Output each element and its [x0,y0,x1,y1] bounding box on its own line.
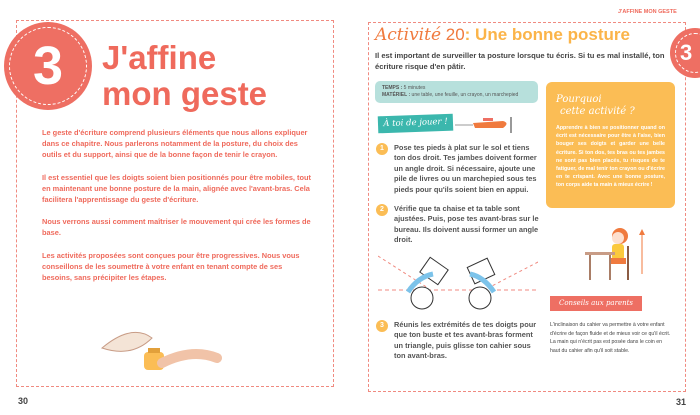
activity-label: Activité [375,25,441,45]
chapter-intro [42,127,312,294]
chapter-title-line1: J'affine [102,39,217,76]
step-text: Vérifie que ta chaise et ta table sont ajustées. Puis, pose tes avant-bras sur le bureau. Ils doivent aussi former un angle droit. [394,204,539,245]
arm-posture-illustration [378,254,538,312]
chapter-title [102,40,267,112]
why-title-line1: Pourquoi [556,94,602,105]
step-text: Réunis les extrémités de tes doigts pour que ton buste et tes avant-bras forment un triangle, puis glisse ton cahier sous ton avant-bras. [394,320,537,361]
step-number: 1 [376,143,388,155]
intro-paragraph: Nous verrons aussi comment maîtriser le mouvement qui crée les formes de base. [42,217,311,238]
why-title-line2: cette activité ? [560,106,635,117]
chapter-tab: 3 [670,28,700,78]
time-value: 5 minutes [403,85,426,91]
intro-paragraph: Les activités proposées sont conçues pour être progressives. Nous vous conseillons de les soumettre à votre enfant en tenant compte de ses besoins, sans précipiter les étapes. [42,250,300,283]
activity-intro: Il est important de surveiller ta posture lorsque tu écris. Si tu es mal installé, ton écriture risque d'en pâtir. [375,51,665,71]
intro-paragraph: Le geste d'écriture comprend plusieurs éléments que nous allons expliquer dans ce chapitre. Nous parlerons notamment de la posture, du choix des outils et du support, ainsi que de la bonne façon de tenir le crayon. [42,128,308,160]
step-1 [376,143,540,195]
chapter-title-line2: mon geste [102,75,268,112]
step-number: 2 [376,204,388,216]
quill-inkpot-illustration [92,318,222,383]
activity-name: : Une bonne posture [464,25,630,44]
chapter-number-badge: 3 [4,22,92,110]
play-banner: À toi de jouer ! [378,114,454,134]
material-value: une table, une feuille, un crayon, un marchepied [411,92,519,98]
step-number: 3 [376,320,388,332]
step-2 [376,204,540,246]
material-label: MATÉRIEL : [382,92,411,98]
step-3 [376,320,540,362]
materials-box [375,81,538,103]
page-number-right: 31 [676,397,687,407]
why-text: Apprendre à bien se positionner quand on écrit est nécessaire pour être à l'aise, bien bouger ses doigts et garder une belle écriture. Si ton dos, tes bras ou tes jambes ne sont pas bien placés, tu risques de te fatiguer, de mal tenir ton crayon ou d'écrire en te crispant. Avec une bonne posture, ton corps aide ta main à mieux écrire ! [556,125,665,189]
intro-paragraph: Il est essentiel que les doigts soient bien positionnés pour être mobiles, tout en maintenant une bonne posture de la main, alignée avec l'avant-bras. Cela facilitera l'apprentissage du geste d'écriture. [42,172,311,205]
parents-text: L'inclinaison du cahier va permettre à votre enfant d'écrire de façon fluide et de mieux voir ce qu'il écrit. La main qui n'écrit pas est posée dans le coin en haut du cahier afin qu'il soit stable. [550,322,671,354]
why-title [556,94,665,118]
airplane-illustration [455,113,515,137]
parents-banner: Conseils aux parents [550,296,642,311]
activity-title [375,25,630,45]
why-box [546,82,675,208]
activity-number: 20 [445,25,465,44]
girl-at-desk-illustration [580,224,650,284]
page-number-left: 30 [18,396,29,406]
running-header: J'AFFINE MON GESTE [618,9,677,15]
step-text: Pose tes pieds à plat sur le sol et tiens ton dos droit. Tes jambes doivent former un angle droit. Si nécessaire, ajoute une pile de livres ou un marchepied sous tes pieds pour qu'ils soient bien en appui. [394,143,537,194]
time-label: TEMPS : [382,85,403,91]
